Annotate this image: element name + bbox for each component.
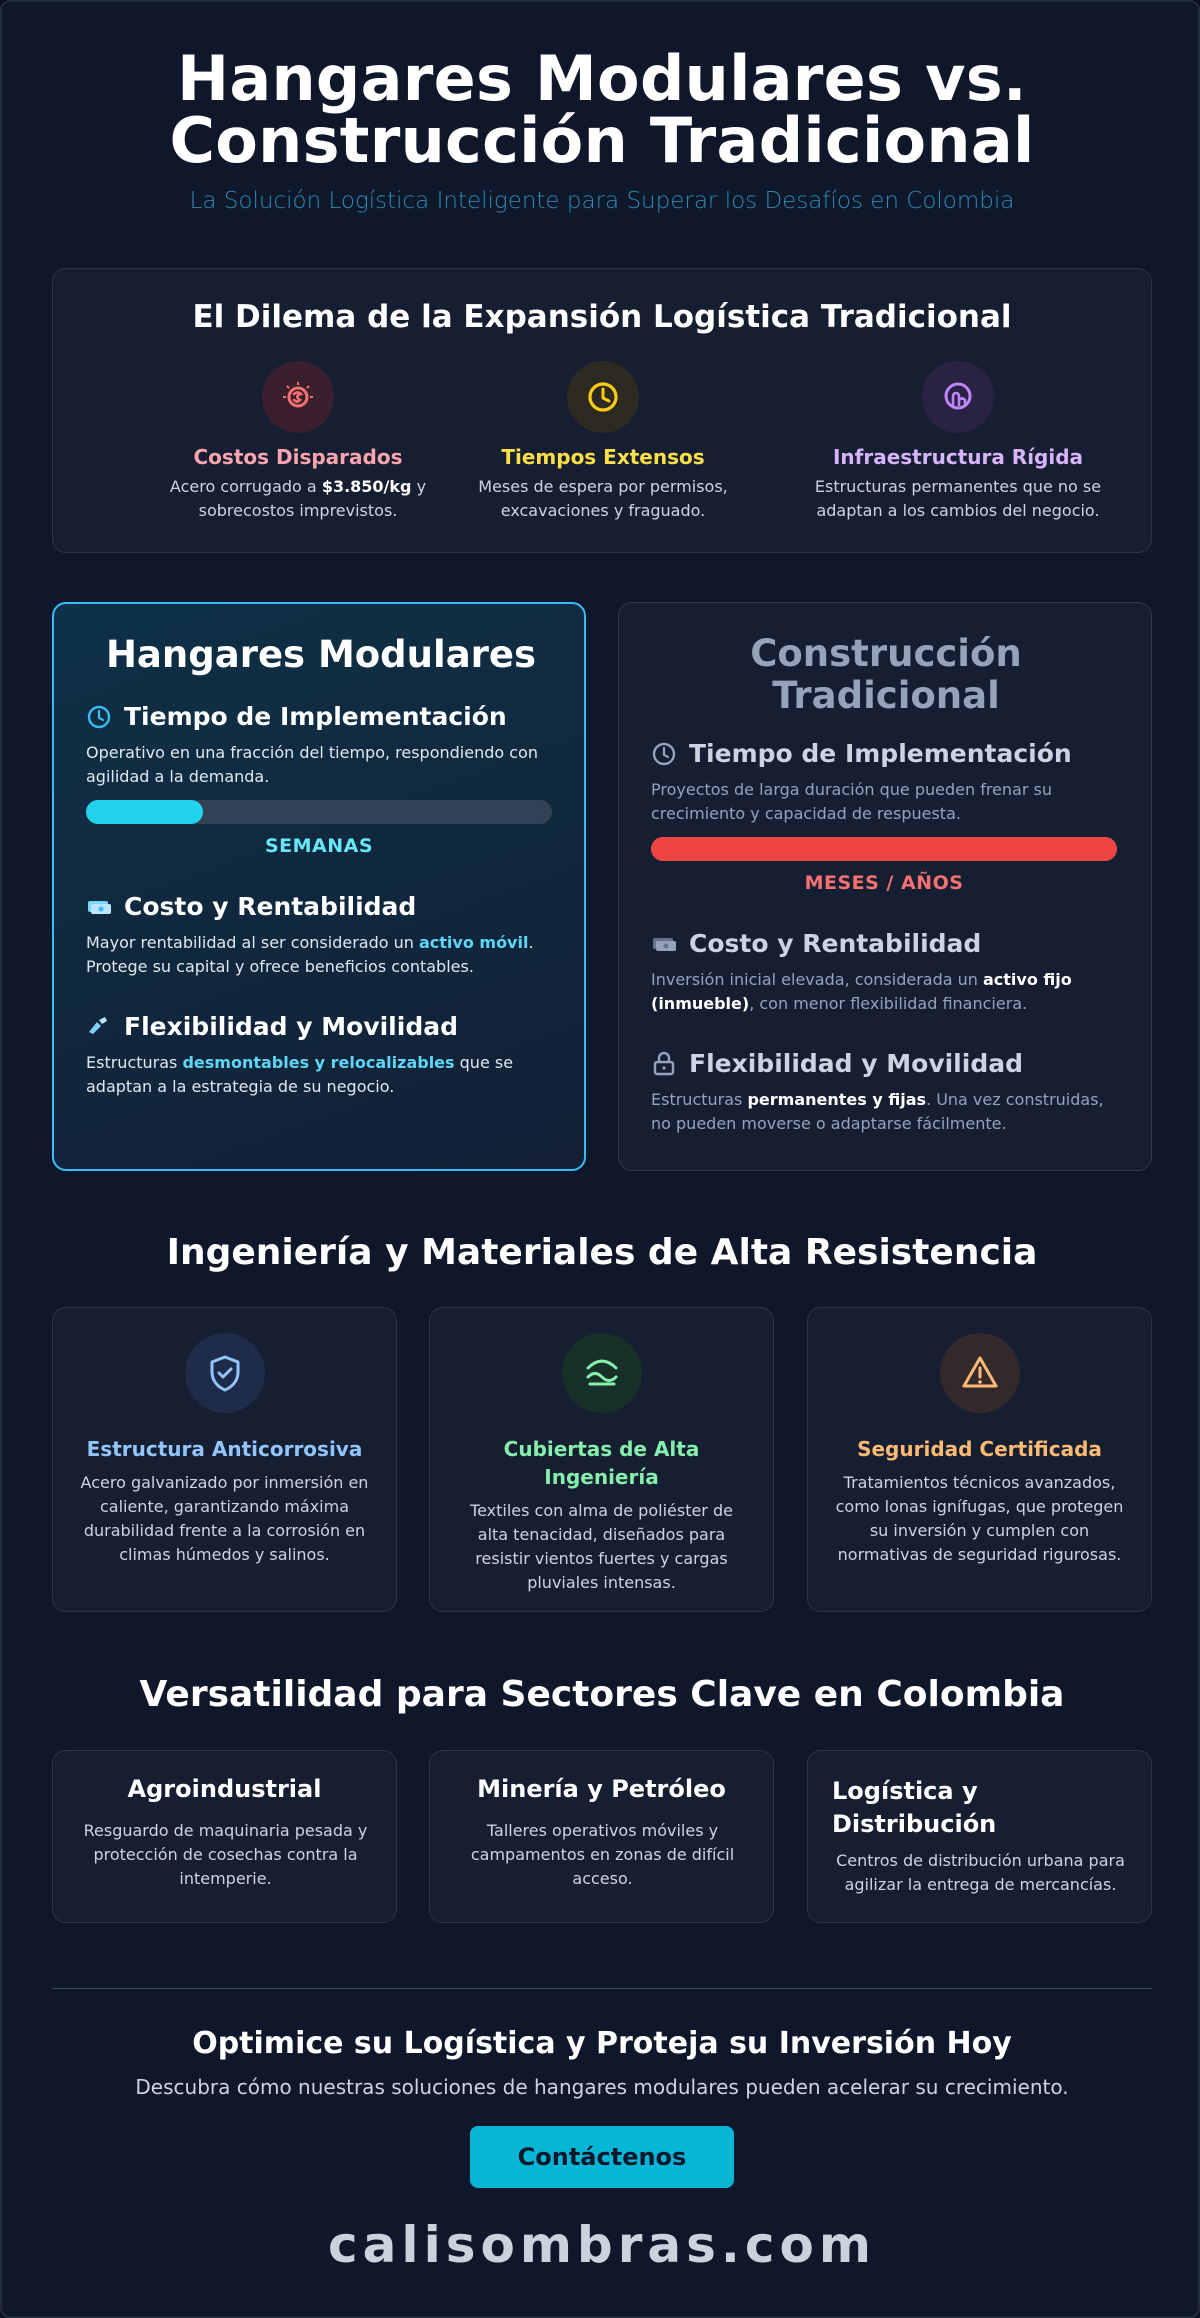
bold-text: permanentes y fijas (747, 1090, 927, 1109)
dilemma-title: El Dilema de la Expansión Logística Tradicional (192, 299, 1012, 335)
desc-text: y sobrecostos imprevistos. (198, 477, 427, 520)
sector-desc: Talleres operativos móviles y campamentos en zonas de difícil acceso. (470, 1821, 735, 1888)
sectors-title: Versatilidad para Sectores Clave en Colombia (139, 1674, 1065, 1715)
warning-triangle-icon (940, 1333, 1020, 1413)
rigid-structure-icon (922, 361, 994, 433)
desc-text: . Protege su capital y ofrece beneficios contables. (86, 933, 534, 976)
traditional-time-desc: Proyectos de larga duración que pueden frenar su crecimiento y capacidad de respuesta. (651, 780, 1052, 823)
desc-text: Estructuras (86, 1053, 183, 1072)
highlight-text: desmontables y relocalizables (182, 1053, 455, 1072)
page-subtitle: La Solución Logística Inteligente para Superar los Desafíos en Colombia (189, 188, 1015, 214)
rising-cost-icon (262, 361, 334, 433)
engineering-card-name: Estructura Anticorrosiva (86, 1437, 363, 1461)
divider (52, 1988, 1152, 1989)
traditional-time-feature (651, 739, 1121, 826)
modular-cost-desc (86, 931, 556, 979)
dilemma-rigid-desc: Estructuras permanentes que no se adaptan a los cambios del negocio. (814, 477, 1102, 520)
dilemma-times-name: Tiempos Extensos (501, 445, 705, 469)
modular-flex-feature (86, 1012, 556, 1099)
traditional-title (639, 633, 1133, 717)
engineering-card-name: Seguridad Certificada (857, 1437, 1102, 1461)
sector-card-mining (429, 1750, 774, 1923)
move-truck-icon (86, 1014, 112, 1040)
modular-time-feature (86, 702, 556, 789)
traditional-time-bar-label: MESES / AÑOS (804, 872, 964, 894)
desc-text: , con menor flexibilidad financiera. (749, 994, 1028, 1013)
engineering-card-safety (807, 1307, 1152, 1612)
money-icon (651, 931, 677, 957)
traditional-flex-desc (651, 1088, 1121, 1136)
traditional-title-line-1: Construcción (750, 632, 1022, 675)
modular-flex-desc (86, 1051, 556, 1099)
traditional-cost-desc (651, 968, 1121, 1016)
dilemma-item-rigid (793, 361, 1123, 523)
engineering-card-anticorrosive (52, 1307, 397, 1612)
sector-card-logistics (807, 1750, 1152, 1923)
traditional-flex-title: Flexibilidad y Movilidad (689, 1049, 1023, 1078)
desc-text: Estructuras (651, 1090, 748, 1109)
wind-fabric-icon (562, 1333, 642, 1413)
modular-hangars-card (52, 602, 586, 1171)
bold-text: activo fijo (inmueble) (651, 970, 1072, 1013)
traditional-time-bar (651, 837, 1117, 861)
steel-price: $3.850/kg (321, 477, 412, 496)
modular-time-bar (86, 800, 552, 824)
desc-text: Acero corrugado a (169, 477, 322, 496)
title-line-1: Hangares Modulares vs. (177, 42, 1027, 115)
engineering-title: Ingeniería y Materiales de Alta Resistencia (166, 1232, 1038, 1273)
traditional-cost-title: Costo y Rentabilidad (689, 929, 982, 958)
modular-title: Hangares Modulares (105, 633, 537, 676)
modular-time-desc: Operativo en una fracción del tiempo, respondiendo con agilidad a la demanda. (86, 743, 538, 786)
engineering-card-desc: Textiles con alma de poliéster de alta tenacidad, diseñados para resistir vientos fuertes y cargas pluviales intensas. (470, 1501, 733, 1592)
desc-text: Mayor rentabilidad al ser considerado un (86, 933, 419, 952)
title-line-2: Construcción Tradicional (169, 104, 1035, 177)
traditional-flex-feature (651, 1049, 1121, 1136)
sector-card-agro (52, 1750, 397, 1923)
lock-icon (651, 1051, 677, 1077)
brand-logo-text: calisombras.com (328, 2216, 876, 2274)
traditional-title-line-2: Tradicional (772, 674, 1000, 717)
sector-name: Minería y Petróleo (477, 1775, 726, 1803)
dilemma-costs-name: Costos Disparados (193, 445, 403, 469)
dilemma-item-times (438, 361, 768, 523)
cta-subtitle: Descubra cómo nuestras soluciones de hangares modulares pueden acelerar su crecimiento. (135, 2075, 1069, 2099)
modular-time-bar-label: SEMANAS (264, 835, 374, 857)
contact-button[interactable]: Contáctenos (470, 2126, 734, 2188)
highlight-text: activo móvil (418, 933, 529, 952)
dilemma-item-costs (133, 361, 463, 523)
modular-cost-feature (86, 892, 556, 979)
sector-name: Logística y Distribución (832, 1777, 997, 1838)
dilemma-costs-desc (133, 475, 463, 523)
page-title (52, 42, 1152, 177)
traditional-construction-card (618, 602, 1152, 1171)
clock-icon (567, 361, 639, 433)
desc-text: . Una vez construidas, no pueden moverse o adaptarse fácilmente. (651, 1090, 1104, 1133)
sector-desc: Resguardo de maquinaria pesada y protección de cosechas contra la intemperie. (83, 1821, 368, 1888)
desc-text: que se adaptan a la estrategia de su negocio. (86, 1053, 514, 1096)
traditional-time-bar-fill (651, 837, 1117, 861)
dilemma-rigid-name: Infraestructura Rígida (832, 445, 1084, 469)
modular-time-bar-fill (86, 800, 203, 824)
dilemma-times-desc: Meses de espera por permisos, excavaciones y fraguado. (478, 477, 728, 520)
modular-time-title: Tiempo de Implementación (124, 702, 507, 731)
modular-cost-title: Costo y Rentabilidad (124, 892, 417, 921)
engineering-card-desc: Tratamientos técnicos avanzados, como lonas ignífugas, que protegen su inversión y cumplen con normativas de seguridad rigurosas. (835, 1473, 1124, 1564)
clock-icon (651, 741, 677, 767)
cta-title: Optimice su Logística y Proteja su Inversión Hoy (192, 2026, 1012, 2061)
engineering-card-covers (429, 1307, 774, 1612)
money-icon (86, 894, 112, 920)
clock-icon (86, 704, 112, 730)
modular-flex-title: Flexibilidad y Movilidad (124, 1012, 458, 1041)
engineering-card-name: Cubiertas de Alta Ingeniería (503, 1437, 700, 1489)
traditional-cost-feature (651, 929, 1121, 1016)
dilemma-panel (52, 268, 1152, 553)
engineering-card-desc: Acero galvanizado por inmersión en caliente, garantizando máxima durabilidad frente a la corrosión en climas húmedos y salinos. (80, 1473, 369, 1564)
traditional-time-title: Tiempo de Implementación (689, 739, 1072, 768)
shield-check-icon (185, 1333, 265, 1413)
desc-text: Inversión inicial elevada, considerada un (651, 970, 983, 989)
sector-desc: Centros de distribución urbana para agilizar la entrega de mercancías. (836, 1851, 1125, 1894)
sector-name: Agroindustrial (127, 1775, 322, 1803)
